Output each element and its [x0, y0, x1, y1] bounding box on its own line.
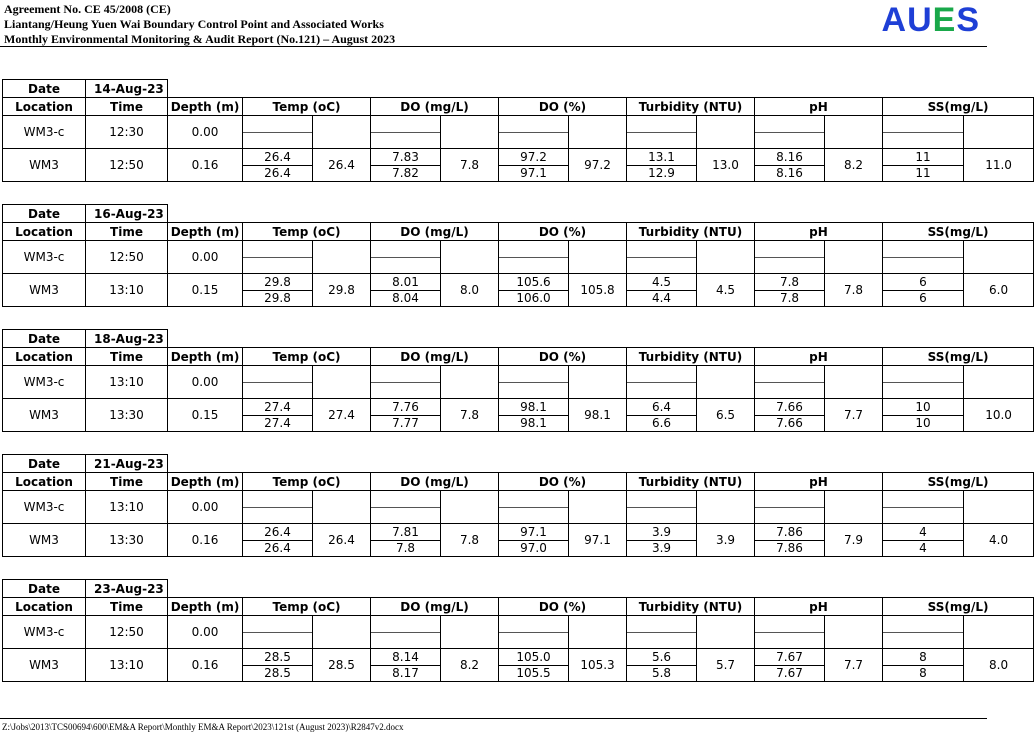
do-pct-reading-2: 106.0 [516, 291, 551, 306]
report-title: Monthly Environmental Monitoring & Audit Report (No.121) – August 2023 [4, 32, 396, 46]
do-pct-average: 97.1 [569, 524, 627, 557]
location-cell: WM3 [3, 649, 86, 682]
turbidity-average: 13.0 [697, 149, 755, 182]
project-title: Liantang/Heung Yuen Wai Boundary Control Point and Associated Works [4, 17, 384, 31]
ss-reading-1: 8 [883, 649, 963, 666]
ph-reading-2: 7.67 [776, 666, 803, 681]
temp-readings [243, 274, 313, 307]
ph-reading-2: 7.66 [776, 416, 803, 431]
ph-readings-empty [755, 116, 825, 149]
ss-readings-empty [883, 366, 964, 399]
ss-readings-empty [883, 241, 964, 274]
turbidity-average: 3.9 [697, 524, 755, 557]
ph-readings-empty [755, 491, 825, 524]
time-cell: 12:50 [86, 241, 168, 274]
location-cell: WM3-c [3, 241, 86, 274]
do-pct-average: 97.2 [569, 149, 627, 182]
time-cell: 12:30 [86, 116, 168, 149]
header-ss: SS(mg/L) [883, 473, 1034, 491]
do-pct-readings [499, 274, 569, 307]
do-mgl-average: 8.0 [441, 274, 499, 307]
ss-reading-2: 4 [919, 541, 927, 556]
turbidity-average-empty [697, 366, 755, 399]
turbidity-readings [627, 649, 697, 682]
do-pct-reading-2: 105.5 [516, 666, 551, 681]
do-mgl-reading-2: 7.77 [392, 416, 419, 431]
temp-readings-empty [243, 491, 313, 524]
temp-average-empty [313, 116, 371, 149]
turbidity-reading-1: 6.4 [627, 399, 696, 416]
temp-average-empty [313, 616, 371, 649]
header-temp: Temp (oC) [243, 473, 371, 491]
header-location: Location [3, 223, 86, 241]
ss-reading-2: 6 [919, 291, 927, 306]
depth-cell: 0.15 [168, 274, 243, 307]
ph-reading-2: 7.86 [776, 541, 803, 556]
time-cell: 12:50 [86, 149, 168, 182]
do-pct-readings-empty [499, 491, 569, 524]
turbidity-reading-1: 5.6 [627, 649, 696, 666]
ss-average-empty [964, 116, 1034, 149]
do-pct-readings [499, 149, 569, 182]
time-cell: 13:10 [86, 274, 168, 307]
header-time: Time [86, 598, 168, 616]
file-path: Z:\Jobs\2013\TCS00694\600\EM&A Report\Monthly EM&A Report\2023\121st (August 2023)\R2847v2.docx [2, 722, 404, 732]
depth-cell: 0.16 [168, 149, 243, 182]
ss-reading-1: 4 [883, 524, 963, 541]
location-cell: WM3-c [3, 616, 86, 649]
footer-divider [0, 718, 987, 719]
turbidity-readings [627, 149, 697, 182]
turbidity-reading-2: 5.8 [651, 666, 672, 681]
logo-part-e: E [932, 1, 957, 39]
ph-reading-1: 7.66 [755, 399, 824, 416]
do-pct-average-empty [569, 116, 627, 149]
header-do-pct: DO (%) [499, 473, 627, 491]
header-location: Location [3, 473, 86, 491]
agreement-number: Agreement No. CE 45/2008 (CE) [4, 2, 171, 16]
header-do-pct: DO (%) [499, 348, 627, 366]
do-pct-reading-2: 97.0 [520, 541, 547, 556]
date-row-blank [168, 330, 1034, 348]
turbidity-average-empty [697, 241, 755, 274]
ss-average-empty [964, 616, 1034, 649]
header-temp: Temp (oC) [243, 598, 371, 616]
location-cell: WM3-c [3, 116, 86, 149]
temp-readings-empty [243, 241, 313, 274]
header-turbidity: Turbidity (NTU) [627, 598, 755, 616]
turbidity-readings-empty [627, 241, 697, 274]
time-cell: 13:10 [86, 491, 168, 524]
ss-average-empty [964, 366, 1034, 399]
ss-readings [883, 149, 964, 182]
header-time: Time [86, 348, 168, 366]
ss-average: 10.0 [964, 399, 1034, 432]
ph-readings-empty [755, 366, 825, 399]
time-cell: 13:30 [86, 399, 168, 432]
location-cell: WM3 [3, 149, 86, 182]
header-divider [0, 46, 987, 47]
do-pct-readings [499, 524, 569, 557]
header-depth: Depth (m) [168, 598, 243, 616]
do-pct-reading-1: 98.1 [499, 399, 568, 416]
date-row-blank [168, 80, 1034, 98]
do-mgl-average-empty [441, 116, 499, 149]
do-mgl-average: 7.8 [441, 524, 499, 557]
ph-average-empty [825, 241, 883, 274]
do-mgl-readings [371, 149, 441, 182]
ss-readings-empty [883, 491, 964, 524]
ph-readings [755, 524, 825, 557]
header-turbidity: Turbidity (NTU) [627, 98, 755, 116]
ph-reading-1: 7.8 [755, 274, 824, 291]
turbidity-reading-1: 4.5 [627, 274, 696, 291]
header-location: Location [3, 98, 86, 116]
monitoring-block [2, 579, 1034, 682]
temp-average: 27.4 [313, 399, 371, 432]
ss-readings-empty [883, 616, 964, 649]
depth-cell: 0.00 [168, 116, 243, 149]
date-value: 16-Aug-23 [86, 205, 168, 223]
temp-reading-1: 29.8 [243, 274, 312, 291]
ph-reading-2: 7.8 [779, 291, 800, 306]
monitoring-block [2, 454, 1034, 557]
do-pct-average-empty [569, 241, 627, 274]
ph-average-empty [825, 616, 883, 649]
turbidity-average: 4.5 [697, 274, 755, 307]
ss-readings [883, 399, 964, 432]
turbidity-readings-empty [627, 366, 697, 399]
temp-average-empty [313, 366, 371, 399]
temp-readings-empty [243, 116, 313, 149]
temp-reading-1: 26.4 [243, 524, 312, 541]
do-mgl-reading-1: 8.01 [371, 274, 440, 291]
header-time: Time [86, 223, 168, 241]
do-mgl-reading-2: 8.17 [392, 666, 419, 681]
date-row-blank [168, 205, 1034, 223]
turbidity-reading-1: 3.9 [627, 524, 696, 541]
aues-logo [882, 0, 980, 40]
ph-readings [755, 149, 825, 182]
ph-average: 7.7 [825, 649, 883, 682]
do-mgl-average: 7.8 [441, 399, 499, 432]
ph-reading-1: 7.67 [755, 649, 824, 666]
do-pct-readings-empty [499, 366, 569, 399]
header-do-pct: DO (%) [499, 223, 627, 241]
header-ph: pH [755, 598, 883, 616]
turbidity-average: 5.7 [697, 649, 755, 682]
header-do-mgl: DO (mg/L) [371, 473, 499, 491]
temp-readings [243, 399, 313, 432]
ss-average: 8.0 [964, 649, 1034, 682]
date-label: Date [3, 455, 86, 473]
do-pct-reading-1: 97.2 [499, 149, 568, 166]
do-pct-average-empty [569, 616, 627, 649]
ss-average-empty [964, 491, 1034, 524]
do-pct-reading-2: 98.1 [520, 416, 547, 431]
header-ph: pH [755, 223, 883, 241]
temp-readings [243, 649, 313, 682]
time-cell: 13:30 [86, 524, 168, 557]
do-mgl-average-empty [441, 241, 499, 274]
ss-reading-1: 10 [883, 399, 963, 416]
date-value: 23-Aug-23 [86, 580, 168, 598]
do-pct-average-empty [569, 491, 627, 524]
do-mgl-reading-1: 7.76 [371, 399, 440, 416]
ph-average: 7.7 [825, 399, 883, 432]
turbidity-reading-2: 6.6 [651, 416, 672, 431]
do-mgl-reading-2: 8.04 [392, 291, 419, 306]
ph-average: 7.8 [825, 274, 883, 307]
ss-readings [883, 274, 964, 307]
header-do-mgl: DO (mg/L) [371, 98, 499, 116]
ss-average: 4.0 [964, 524, 1034, 557]
depth-cell: 0.15 [168, 399, 243, 432]
ss-readings [883, 649, 964, 682]
temp-average: 29.8 [313, 274, 371, 307]
logo-part-s: S [956, 1, 980, 39]
header-temp: Temp (oC) [243, 98, 371, 116]
ph-average: 8.2 [825, 149, 883, 182]
date-row-blank [168, 580, 1034, 598]
temp-readings [243, 524, 313, 557]
do-mgl-readings [371, 649, 441, 682]
temp-average-empty [313, 241, 371, 274]
date-label: Date [3, 330, 86, 348]
header-do-mgl: DO (mg/L) [371, 598, 499, 616]
do-pct-reading-1: 105.0 [499, 649, 568, 666]
logo-part-au: AU [881, 1, 933, 39]
time-cell: 13:10 [86, 366, 168, 399]
turbidity-average: 6.5 [697, 399, 755, 432]
do-mgl-readings-empty [371, 616, 441, 649]
temp-readings-empty [243, 616, 313, 649]
ss-reading-1: 6 [883, 274, 963, 291]
header-ph: pH [755, 473, 883, 491]
turbidity-reading-1: 13.1 [627, 149, 696, 166]
location-cell: WM3-c [3, 491, 86, 524]
ss-reading-2: 10 [915, 416, 931, 431]
depth-cell: 0.16 [168, 524, 243, 557]
header-turbidity: Turbidity (NTU) [627, 223, 755, 241]
turbidity-readings-empty [627, 116, 697, 149]
header-depth: Depth (m) [168, 98, 243, 116]
ss-average-empty [964, 241, 1034, 274]
header-temp: Temp (oC) [243, 348, 371, 366]
temp-average: 26.4 [313, 524, 371, 557]
date-label: Date [3, 580, 86, 598]
temp-reading-1: 27.4 [243, 399, 312, 416]
header-ph: pH [755, 348, 883, 366]
do-mgl-reading-2: 7.8 [395, 541, 416, 556]
turbidity-reading-2: 3.9 [651, 541, 672, 556]
ph-average: 7.9 [825, 524, 883, 557]
depth-cell: 0.00 [168, 491, 243, 524]
depth-cell: 0.00 [168, 616, 243, 649]
ph-average-empty [825, 491, 883, 524]
do-pct-average: 98.1 [569, 399, 627, 432]
turbidity-readings [627, 524, 697, 557]
header-time: Time [86, 98, 168, 116]
temp-reading-2: 26.4 [264, 166, 291, 181]
header-do-pct: DO (%) [499, 598, 627, 616]
ph-average-empty [825, 116, 883, 149]
ss-reading-1: 11 [883, 149, 963, 166]
temp-reading-2: 28.5 [264, 666, 291, 681]
location-cell: WM3 [3, 524, 86, 557]
monitoring-block [2, 204, 1034, 307]
time-cell: 12:50 [86, 616, 168, 649]
do-mgl-average-empty [441, 491, 499, 524]
turbidity-average-empty [697, 491, 755, 524]
ph-average-empty [825, 366, 883, 399]
ph-reading-1: 7.86 [755, 524, 824, 541]
ph-readings [755, 274, 825, 307]
header-temp: Temp (oC) [243, 223, 371, 241]
do-mgl-readings [371, 524, 441, 557]
do-mgl-readings-empty [371, 491, 441, 524]
turbidity-reading-2: 12.9 [648, 166, 675, 181]
do-pct-readings [499, 399, 569, 432]
header-ss: SS(mg/L) [883, 98, 1034, 116]
header-depth: Depth (m) [168, 223, 243, 241]
depth-cell: 0.00 [168, 366, 243, 399]
ss-reading-2: 11 [915, 166, 931, 181]
monitoring-block [2, 79, 1034, 182]
header-time: Time [86, 473, 168, 491]
ph-reading-2: 8.16 [776, 166, 803, 181]
date-label: Date [3, 205, 86, 223]
do-mgl-reading-1: 7.83 [371, 149, 440, 166]
header-depth: Depth (m) [168, 473, 243, 491]
do-mgl-readings [371, 399, 441, 432]
turbidity-readings-empty [627, 491, 697, 524]
header-do-mgl: DO (mg/L) [371, 348, 499, 366]
time-cell: 13:10 [86, 649, 168, 682]
do-pct-readings-empty [499, 241, 569, 274]
do-mgl-reading-2: 7.82 [392, 166, 419, 181]
header-ph: pH [755, 98, 883, 116]
temp-reading-1: 28.5 [243, 649, 312, 666]
turbidity-readings [627, 399, 697, 432]
do-pct-reading-1: 105.6 [499, 274, 568, 291]
report-header [4, 2, 395, 47]
temp-average: 28.5 [313, 649, 371, 682]
temp-reading-2: 29.8 [264, 291, 291, 306]
location-cell: WM3 [3, 399, 86, 432]
do-mgl-reading-1: 8.14 [371, 649, 440, 666]
date-label: Date [3, 80, 86, 98]
ss-readings [883, 524, 964, 557]
do-pct-reading-2: 97.1 [520, 166, 547, 181]
do-pct-average-empty [569, 366, 627, 399]
temp-readings-empty [243, 366, 313, 399]
do-pct-average: 105.3 [569, 649, 627, 682]
depth-cell: 0.16 [168, 649, 243, 682]
ss-readings-empty [883, 116, 964, 149]
temp-readings [243, 149, 313, 182]
header-location: Location [3, 598, 86, 616]
turbidity-readings [627, 274, 697, 307]
ph-reading-1: 8.16 [755, 149, 824, 166]
depth-cell: 0.00 [168, 241, 243, 274]
ph-readings-empty [755, 616, 825, 649]
do-mgl-average-empty [441, 616, 499, 649]
do-pct-average: 105.8 [569, 274, 627, 307]
temp-average-empty [313, 491, 371, 524]
do-pct-readings-empty [499, 116, 569, 149]
do-mgl-average: 8.2 [441, 649, 499, 682]
header-do-pct: DO (%) [499, 98, 627, 116]
do-pct-reading-1: 97.1 [499, 524, 568, 541]
header-turbidity: Turbidity (NTU) [627, 473, 755, 491]
do-pct-readings [499, 649, 569, 682]
turbidity-readings-empty [627, 616, 697, 649]
header-turbidity: Turbidity (NTU) [627, 348, 755, 366]
header-ss: SS(mg/L) [883, 348, 1034, 366]
turbidity-average-empty [697, 116, 755, 149]
date-value: 14-Aug-23 [86, 80, 168, 98]
turbidity-reading-2: 4.4 [651, 291, 672, 306]
do-mgl-readings-empty [371, 366, 441, 399]
header-location: Location [3, 348, 86, 366]
location-cell: WM3-c [3, 366, 86, 399]
do-mgl-average: 7.8 [441, 149, 499, 182]
header-do-mgl: DO (mg/L) [371, 223, 499, 241]
do-pct-readings-empty [499, 616, 569, 649]
date-value: 21-Aug-23 [86, 455, 168, 473]
ph-readings [755, 649, 825, 682]
do-mgl-readings [371, 274, 441, 307]
ss-average: 11.0 [964, 149, 1034, 182]
date-row-blank [168, 455, 1034, 473]
header-depth: Depth (m) [168, 348, 243, 366]
temp-reading-2: 26.4 [264, 541, 291, 556]
do-mgl-readings-empty [371, 241, 441, 274]
date-value: 18-Aug-23 [86, 330, 168, 348]
do-mgl-reading-1: 7.81 [371, 524, 440, 541]
temp-average: 26.4 [313, 149, 371, 182]
header-ss: SS(mg/L) [883, 223, 1034, 241]
do-mgl-average-empty [441, 366, 499, 399]
temp-reading-2: 27.4 [264, 416, 291, 431]
turbidity-average-empty [697, 616, 755, 649]
header-ss: SS(mg/L) [883, 598, 1034, 616]
do-mgl-readings-empty [371, 116, 441, 149]
location-cell: WM3 [3, 274, 86, 307]
ph-readings-empty [755, 241, 825, 274]
monitoring-block [2, 329, 1034, 432]
ss-average: 6.0 [964, 274, 1034, 307]
temp-reading-1: 26.4 [243, 149, 312, 166]
ph-readings [755, 399, 825, 432]
ss-reading-2: 8 [919, 666, 927, 681]
